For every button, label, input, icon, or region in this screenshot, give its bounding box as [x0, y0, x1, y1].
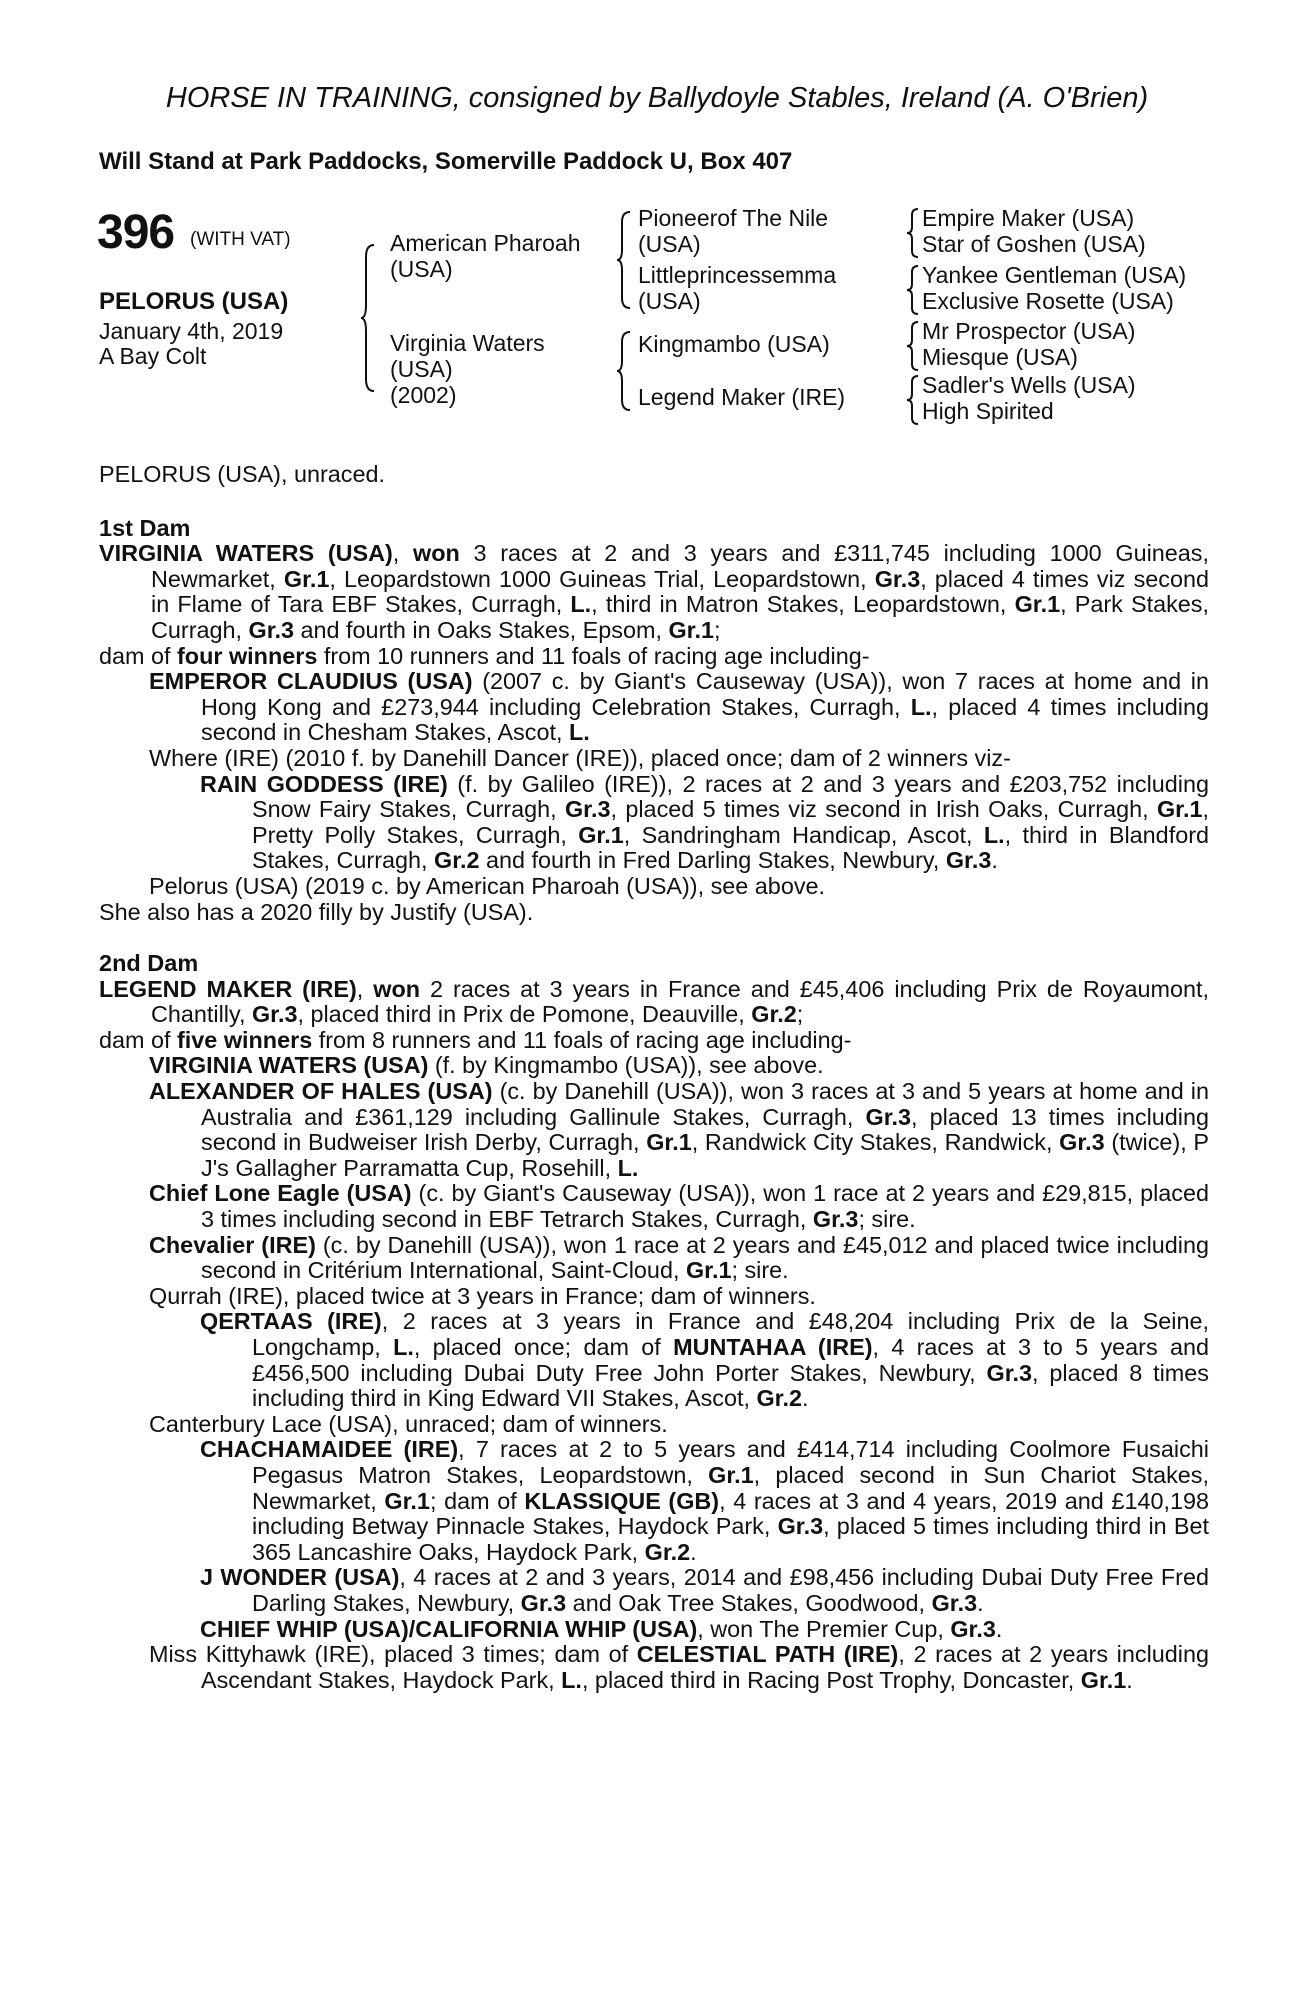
first-dam-entry: VIRGINIA WATERS (USA), won 3 races at 2 and 3 years and £311,745 including 1000 Guineas, Newmarket, Gr.1, Leopardstown 1000 Guineas Trial, Leopardstown, Gr.3, placed 4 times viz second in Flame of Tara EBF Stakes, Curragh, L., third in Matron Stakes, Leopardstown, Gr.1, Park Stakes, Curragh, Gr.3 and fourth in Oaks Stakes, Epsom, Gr.1; — [99, 540, 1209, 643]
pedigree-sire-dam: Littleprincessemma (USA) — [638, 262, 837, 314]
pedigree-dam-sire: Kingmambo (USA) — [638, 331, 830, 357]
unraced-note: PELORUS (USA), unraced. — [99, 461, 385, 487]
catalogue-body — [99, 462, 1209, 1693]
produce-j-wonder: J WONDER (USA), 4 races at 2 and 3 years, 2014 and £98,456 including Dubai Duty Free Fred Darling Stakes, Newbury, Gr.3 and Oak Tree Stakes, Goodwood, Gr.3. — [200, 1564, 1209, 1616]
produce-chevalier: Chevalier (IRE) (c. by Danehill (USA)), won 1 race at 2 years and £45,012 and placed twice including second in Critérium International, Saint-Cloud, Gr.1; sire. — [149, 1231, 1209, 1284]
section-first-dam: 1st Dam — [99, 514, 191, 541]
pedigree-sss: Empire Maker (USA) — [922, 205, 1135, 231]
second-dam-produce: dam of five winners from 8 runners and 11 foals of racing age including- — [99, 1026, 852, 1053]
pedigree-brace-ds — [906, 320, 920, 372]
produce-chief-whip: CHIEF WHIP (USA)/CALIFORNIA WHIP (USA), won The Premier Cup, Gr.3. — [200, 1615, 1003, 1642]
produce-pelorus: Pelorus (USA) (2019 c. by American Pharoah (USA)), see above. — [149, 872, 826, 899]
produce-alexander-of-hales: ALEXANDER OF HALES (USA) (c. by Danehill (USA)), won 3 races at 3 and 5 years at home and in Australia and £361,129 including Gallinule Stakes, Curragh, Gr.3, placed 13 times including second in Budweiser Irish Derby, Curragh, Gr.1, Randwick City Stakes, Randwick, Gr.3 (twice), P J's Gallagher Parramatta Cup, Rosehill, L. — [149, 1078, 1210, 1181]
produce-chief-lone-eagle: Chief Lone Eagle (USA) (c. by Giant's Causeway (USA)), won 1 race at 2 years and £29,815, placed 3 times including second in EBF Tetrarch Stakes, Curragh, Gr.3; sire. — [149, 1180, 1210, 1233]
horse-dob: January 4th, 2019 — [99, 318, 284, 344]
first-dam-produce: dam of four winners from 10 runners and 11 foals of racing age including- — [99, 642, 870, 669]
produce-rain-goddess: RAIN GODDESS (IRE) (f. by Galileo (IRE)), 2 races at 2 and 3 years and £203,752 including Snow Fairy Stakes, Curragh, Gr.3, placed 5 times viz second in Irish Oaks, Curragh, Gr.1, Pretty Polly Stakes, Curragh, Gr.1, Sandringham Handicap, Ascot, L., third in Blandford Stakes, Curragh, Gr.2 and fourth in Fred Darling Stakes, Newbury, Gr.3. — [200, 770, 1210, 874]
produce-qurrah: Qurrah (IRE), placed twice at 3 years in France; dam of winners. — [149, 1282, 816, 1309]
produce-emperor-claudius: EMPEROR CLAUDIUS (USA) (2007 c. by Giant's Causeway (USA)), won 7 races at home and in Hong Kong and £273,944 including Celebration Stakes, Curragh, L., placed 4 times including second in Chesham Stakes, Ascot, L. — [149, 668, 1210, 746]
horse-name: PELORUS (USA) — [99, 288, 289, 315]
pedigree-brace-dam — [616, 330, 632, 412]
produce-where: Where (IRE) (2010 f. by Danehill Dancer (IRE)), placed once; dam of 2 winners viz- — [149, 744, 1011, 771]
produce-canterbury-lace: Canterbury Lace (USA), unraced; dam of winners. — [149, 1410, 668, 1437]
pedigree-sds: Yankee Gentleman (USA) — [922, 262, 1187, 288]
pedigree-sire-sire: Pioneerof The Nile (USA) — [638, 205, 829, 257]
pedigree-ddd: High Spirited — [922, 398, 1054, 424]
pedigree-dam-dam: Legend Maker (IRE) — [638, 384, 846, 410]
horse-description: A Bay Colt — [99, 343, 207, 369]
vat-label: (WITH VAT) — [190, 229, 291, 250]
produce-qertaas: QERTAAS (IRE), 2 races at 3 years in France and £48,204 including Prix de la Seine, Longchamp, L., placed once; dam of MUNTAHAA (IRE), 4 races at 3 to 5 years and £456,500 including Dubai Duty Free John Porter Stakes, Newbury, Gr.3, placed 8 times including third in King Edward VII Stakes, Ascot, Gr.2. — [200, 1308, 1210, 1412]
pedigree-sire: American Pharoah (USA) — [390, 230, 581, 282]
section-second-dam: 2nd Dam — [99, 950, 199, 977]
pedigree-brace-sd — [906, 264, 920, 316]
produce-chachamaidee: CHACHAMAIDEE (IRE), 7 races at 2 to 5 years and £414,714 including Coolmore Fusaichi Pegasus Matron Stakes, Leopardstown, Gr.1, placed second in Sun Chariot Stakes, Newmarket, Gr.1; dam of KLASSIQUE (GB), 4 races at 3 and 4 years, 2019 and £140,198 including Betway Pinnacle Stakes, Haydock Park, Gr.3, placed 5 times including third in Bet 365 Lancashire Oaks, Haydock Park, Gr.2. — [200, 1436, 1210, 1565]
pedigree-ssd: Star of Goshen (USA) — [922, 231, 1146, 257]
second-dam-entry: LEGEND MAKER (IRE), won 2 races at 3 years in France and £45,406 including Prix de Royaumont, Chantilly, Gr.3, placed third in Prix de Pomone, Deauville, Gr.2; — [99, 975, 1209, 1028]
produce-miss-kittyhawk: Miss Kittyhawk (IRE), placed 3 times; dam of CELESTIAL PATH (IRE), 2 races at 2 years including Ascendant Stakes, Haydock Park, L., placed third in Racing Post Trophy, Doncaster, Gr.1. — [149, 1641, 1209, 1693]
stand-location: Will Stand at Park Paddocks, Somerville Paddock U, Box 407 — [99, 148, 793, 175]
pedigree-dam: Virginia Waters (USA) (2002) — [390, 330, 545, 408]
lot-number: 396 — [97, 206, 175, 259]
pedigree-brace-ss — [906, 207, 920, 259]
pedigree-dsd: Miesque (USA) — [922, 344, 1078, 370]
pedigree-brace-sire — [616, 210, 632, 310]
header-title: HORSE IN TRAINING, consigned by Ballydoyle Stables, Ireland (A. O'Brien) — [165, 82, 1149, 114]
produce-filly: She also has a 2020 filly by Justify (USA). — [99, 898, 534, 925]
pedigree-dds: Sadler's Wells (USA) — [922, 372, 1136, 398]
pedigree-dss: Mr Prospector (USA) — [922, 318, 1136, 344]
pedigree-brace-dd — [906, 374, 920, 426]
pedigree-sdd: Exclusive Rosette (USA) — [922, 288, 1174, 314]
pedigree-brace-main — [360, 243, 376, 393]
produce-virginia-waters: VIRGINIA WATERS (USA) (f. by Kingmambo (USA)), see above. — [149, 1052, 824, 1079]
